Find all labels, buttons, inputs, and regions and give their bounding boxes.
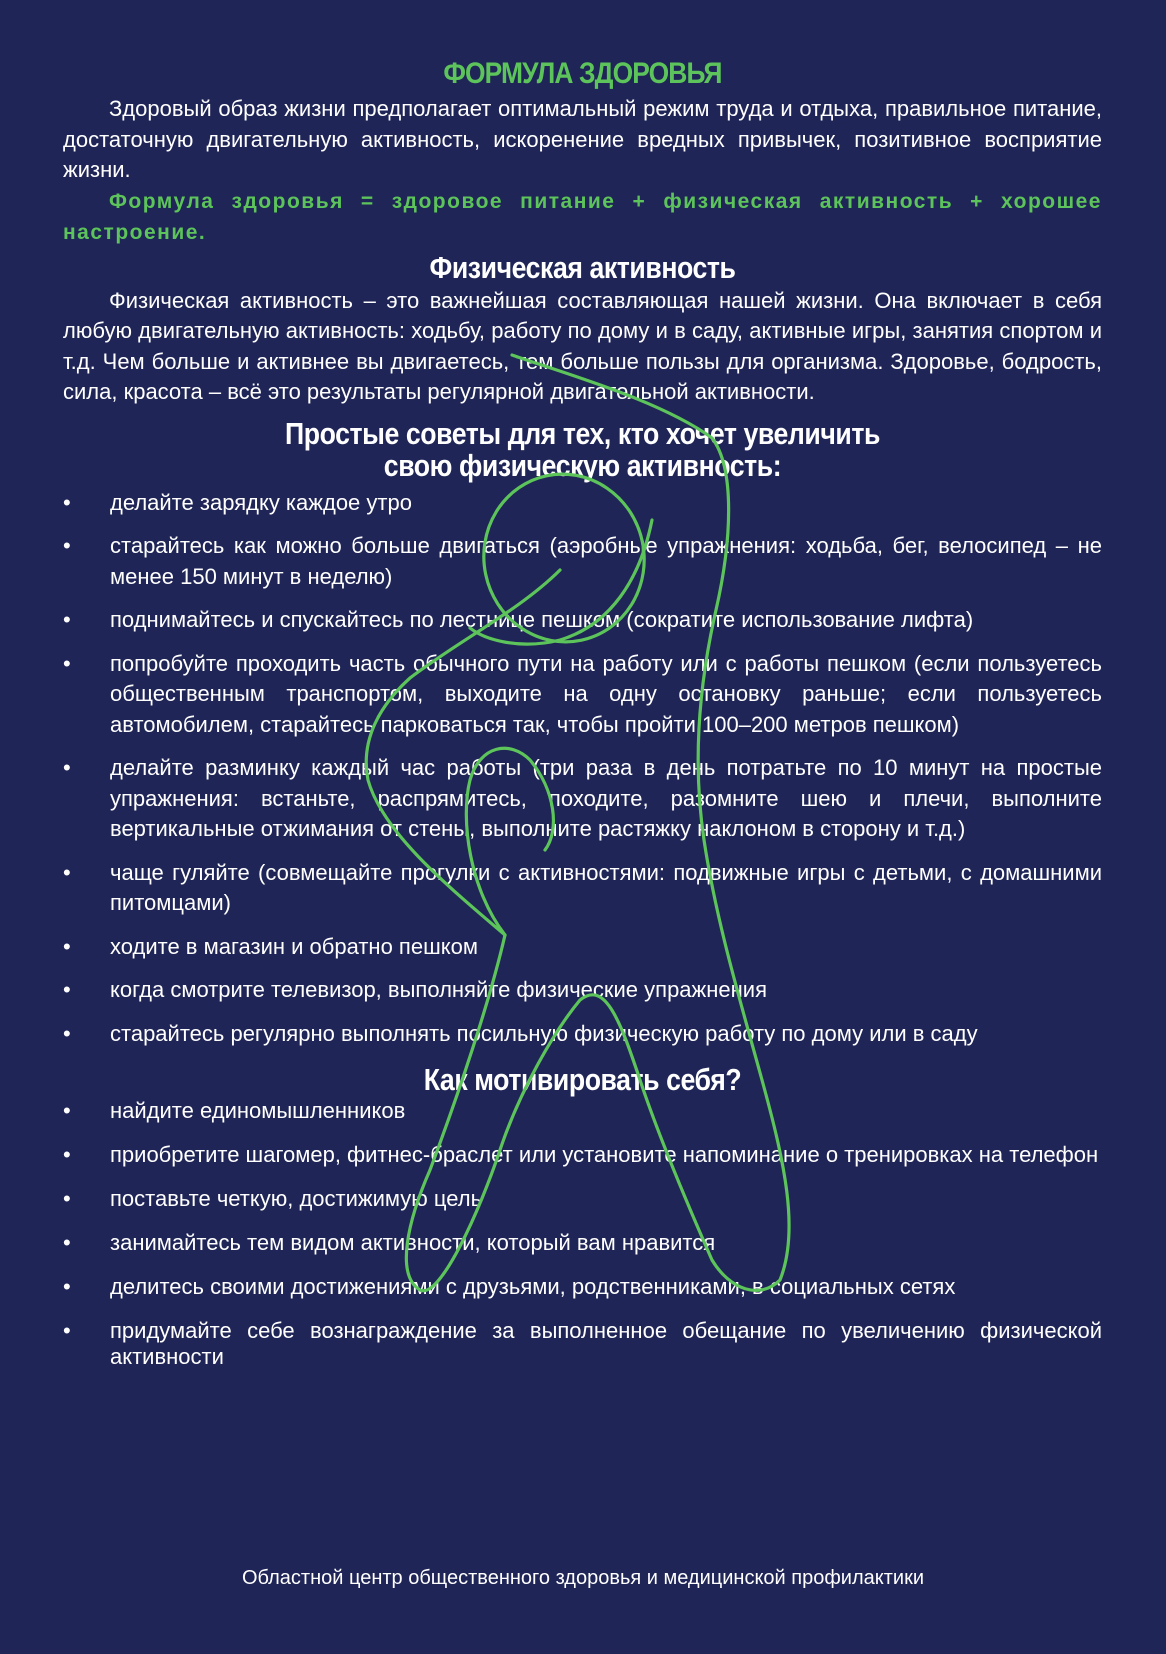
- tips-heading-line2: свою физическую активность:: [383, 447, 782, 483]
- bullet-icon: •: [63, 1186, 71, 1211]
- list-item: • поднимайтесь и спускайтесь по лестнице пешком (сократите использование лифта): [63, 605, 1102, 636]
- bullet-icon: •: [63, 533, 71, 558]
- bullet-icon: •: [63, 607, 71, 632]
- bullet-icon: •: [63, 933, 71, 959]
- bullet-icon: •: [63, 1098, 71, 1123]
- list-item: • поставьте четкую, достижимую цель: [63, 1186, 483, 1211]
- list-item: • занимайтесь тем видом активности, который вам нравится: [63, 1230, 716, 1255]
- bullet-icon: •: [63, 1230, 71, 1255]
- tips-list: [63, 488, 1102, 1050]
- activity-paragraph: Физическая активность – это важнейшая составляющая нашей жизни. Она включает в себя любую двигательную активность: ходьбу, работу по дому и в саду, активные игры, занятия спортом и т.д. Чем больше и активнее вы двигаетесь, тем больше пользы для организма. Здоровье, бодрость, сила, красота – всё это результаты регулярной двигательной активности.: [63, 287, 1102, 404]
- bullet-icon: •: [63, 755, 71, 780]
- list-item: • старайтесь как можно больше двигаться (аэробные упражнения: ходьба, бег, велосипед – не менее 150 минут в неделю): [63, 533, 1102, 589]
- page-title: ФОРМУЛА ЗДОРОВЬЯ: [443, 57, 722, 90]
- bullet-icon: •: [63, 489, 71, 515]
- activity-heading: Физическая активность: [429, 249, 736, 285]
- list-item: • делайте разминку каждый час работы (три раза в день потратьте по 10 минут на простые упражнения: встаньте, распрямитесь, походите, разомните шею и плечи, выполните вертикальные отжимания от стены, выполните растяжку наклоном в сторону и т.д.): [63, 755, 1102, 841]
- bullet-icon: •: [63, 1142, 71, 1167]
- tips-heading-line1: Простые советы для тех, кто хочет увеличить: [285, 415, 880, 451]
- list-item: • делитесь своими достижениями с друзьями, родственниками, в социальных сетях: [63, 1274, 956, 1299]
- list-item: • чаще гуляйте (совмещайте прогулки с активностями: подвижные игры с детьми, с домашними питомцами): [63, 859, 1102, 915]
- list-item: • приобретите шагомер, фитнес-браслет или установите напоминание о тренировках на телефон: [63, 1142, 1099, 1167]
- list-item: • старайтесь регулярно выполнять посильную физическую работу по дому или в саду: [63, 1019, 1102, 1050]
- health-formula: Формула здоровья = здоровое питание + физическая активность + хорошее настроение.: [63, 189, 1102, 244]
- tips-heading: [136, 415, 1030, 483]
- list-item: • найдите единомышленников: [63, 1098, 406, 1123]
- intro-paragraph: Здоровый образ жизни предполагает оптимальный режим труда и отдыха, правильное питание, достаточную двигательную активность, искоренение вредных привычек, позитивное восприятие жизни.: [63, 96, 1102, 182]
- document-content: [63, 56, 1102, 1388]
- list-item: • когда смотрите телевизор, выполняйте физические упражнения: [63, 975, 1102, 1006]
- bullet-icon: •: [63, 1318, 71, 1343]
- bullet-icon: •: [63, 650, 71, 676]
- list-item: • попробуйте проходить часть обычного пути на работу или с работы пешком (если пользуетесь общественным транспортом, выходите на одну остановку раньше; если пользуетесь автомобилем, старайтесь парковаться так, чтобы пройти 100–200 метров пешком): [63, 650, 1102, 737]
- motivation-list: [63, 1098, 1102, 1370]
- list-item: • придумайте себе вознаграждение за выполненное обещание по увеличению физической активности: [63, 1318, 1102, 1369]
- list-item: • ходите в магазин и обратно пешком: [63, 932, 1102, 963]
- bullet-icon: •: [63, 859, 71, 885]
- list-item: • делайте зарядку каждое утро: [63, 488, 1102, 519]
- footer-organization: Областной центр общественного здоровья и медицинской профилактики: [242, 1567, 924, 1589]
- motivation-heading: Как мотивировать себя?: [423, 1062, 742, 1097]
- bullet-icon: •: [63, 1020, 71, 1046]
- bullet-icon: •: [63, 977, 71, 1002]
- bullet-icon: •: [63, 1274, 71, 1299]
